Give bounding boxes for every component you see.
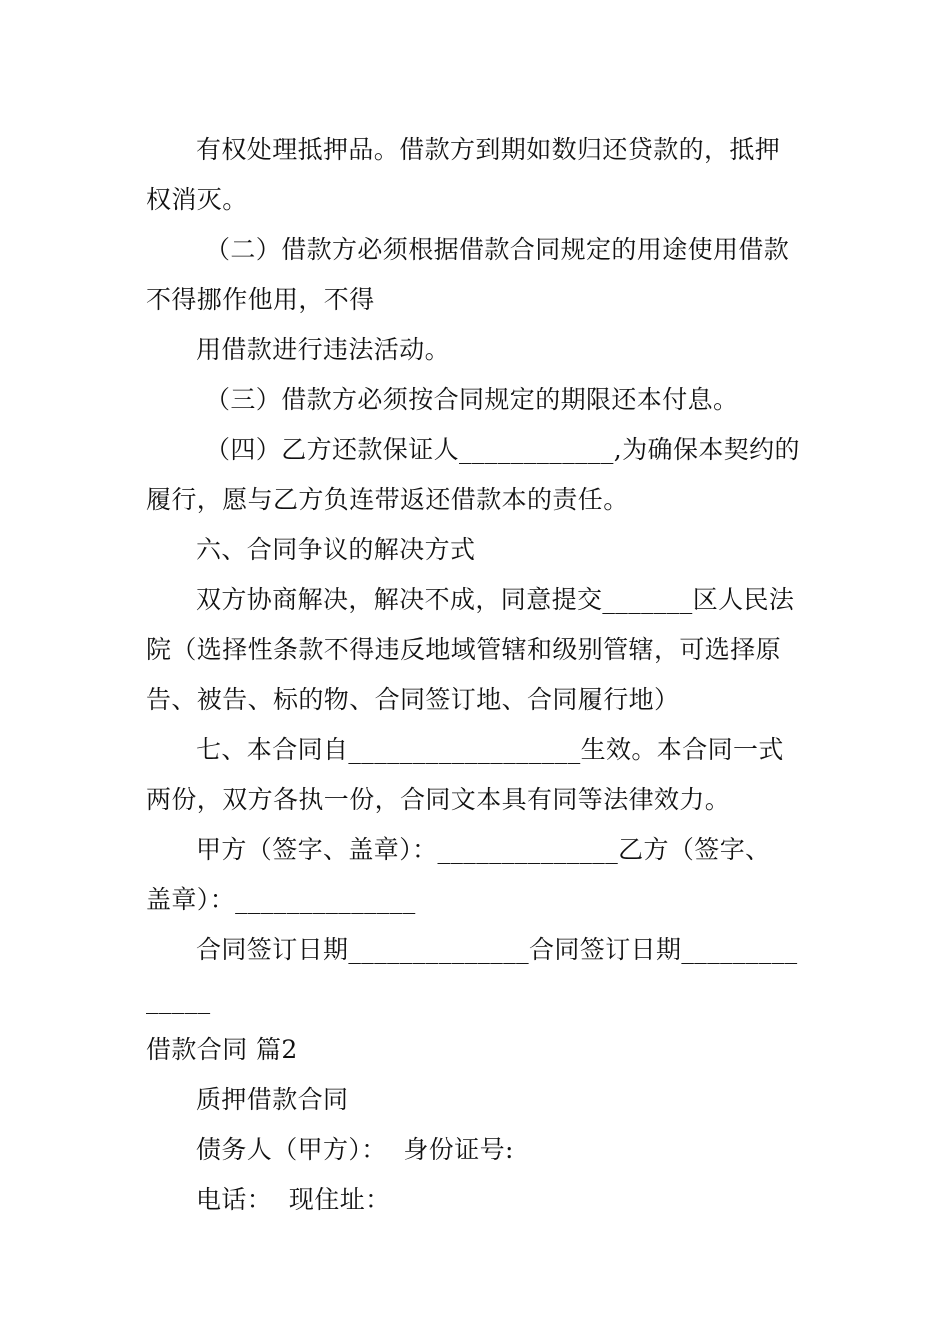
paragraph-line: 告、被告、标的物、合同签订地、合同履行地） — [146, 685, 680, 714]
section-heading: 六、合同争议的解决方式 — [196, 535, 476, 564]
paragraph-line: 有权处理抵押品。借款方到期如数归还贷款的，抵押 — [196, 135, 781, 164]
paragraph-line: 不得挪作他用，不得 — [146, 285, 375, 314]
date-line: 合同签订日期______________合同签订日期_________ — [196, 935, 798, 964]
paragraph-line: 两份，双方各执一份，合同文本具有同等法律效力。 — [146, 785, 731, 814]
paragraph-line: 用借款进行违法活动。 — [196, 335, 451, 364]
document-title: 借款合同 篇2 — [146, 1035, 298, 1064]
date-line: _____ — [146, 985, 211, 1014]
signature-line: 盖章）：______________ — [146, 885, 416, 914]
paragraph-line: 电话： 现住址： — [196, 1185, 391, 1214]
paragraph-line: （四）乙方还款保证人____________,为确保本契约的 — [205, 435, 800, 464]
paragraph-line: （三）借款方必须按合同规定的期限还本付息。 — [205, 385, 739, 414]
paragraph-line: 双方协商解决，解决不成，同意提交_______区人民法 — [196, 585, 795, 614]
paragraph-line: 权消灭。 — [146, 185, 248, 214]
paragraph-line: 履行，愿与乙方负连带返还借款本的责任。 — [146, 485, 629, 514]
paragraph-line: 七、本合同自__________________生效。本合同一式 — [196, 735, 784, 764]
contract-title: 质押借款合同 — [196, 1085, 349, 1114]
paragraph-line: 院（选择性条款不得违反地域管辖和级别管辖，可选择原 — [146, 635, 782, 664]
paragraph-line: （二）借款方必须根据借款合同规定的用途使用借款 — [205, 235, 790, 264]
paragraph-line: 债务人（甲方）： 身份证号: — [196, 1135, 514, 1164]
signature-line: 甲方（签字、盖章）：______________乙方（签字、 — [196, 835, 771, 864]
